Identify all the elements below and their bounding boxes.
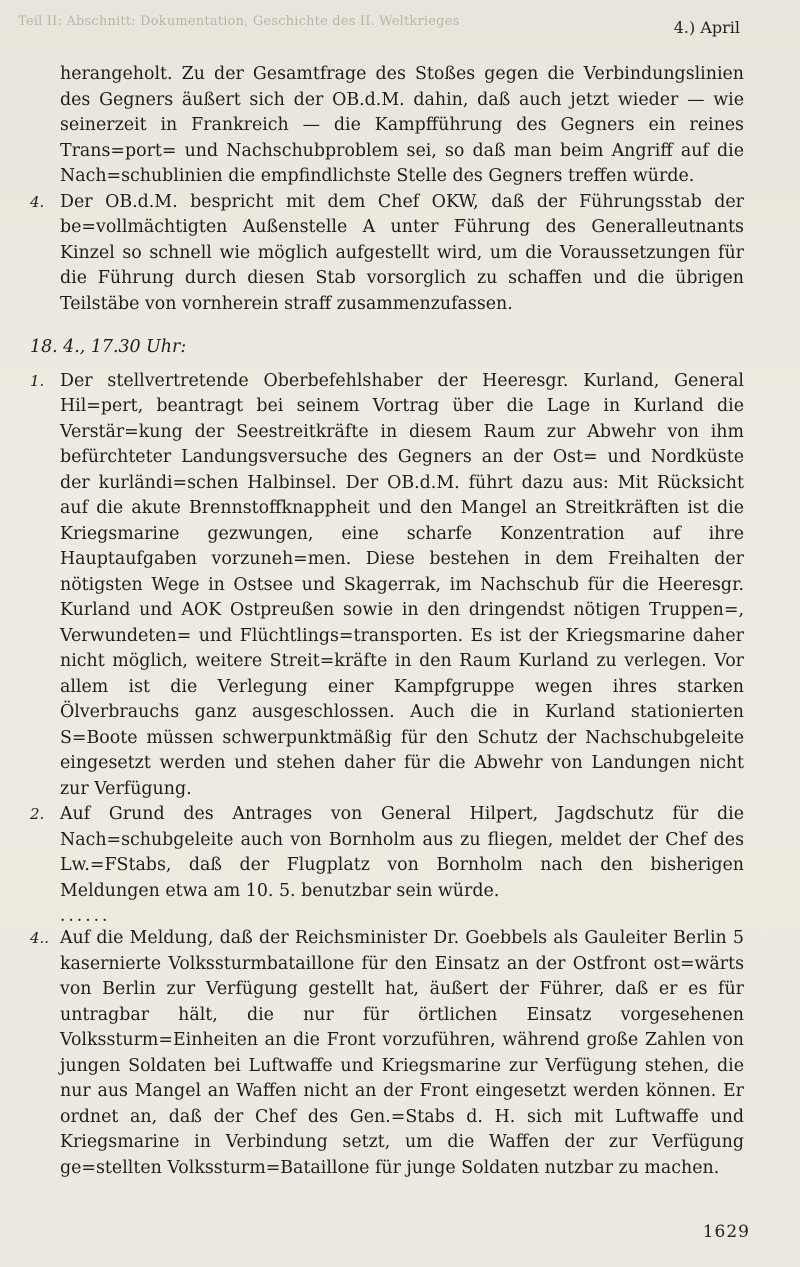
bleed-through-header: Teil II: Abschnitt: Dokumentation, Geschichte des II. Weltkrieges bbox=[18, 14, 460, 29]
paragraph-continuation bbox=[30, 62, 744, 190]
list-item-text: Auf die Meldung, daß der Reichsminister Dr. Goebbels als Gauleiter Berlin 5 kasernierte Volkssturmbataillone für den Einsatz an der Ostfront ost=wärts von Berlin zur Verfügung gestellt hat, äußert der Führer, daß er es für untragbar hält, die nur für örtlichen Einsatz vorgesehenen Volkssturm=Einheiten an die Front vorzuführen, während große Zahlen von jungen Soldaten bei Luftwaffe und Kriegsmarine zur Verfügung stehen, die nur aus Mangel an Waffen nicht an der Front eingesetzt werden können. Er ordnet an, daß der Chef des Gen.=Stabs d. H. sich mit Luftwaffe und Kriegsmarine in Verbindung setzt, um die Waffen der zur Verfügung ge=stellten Volkssturm=Bataillone für junge Soldaten nutzbar zu machen. bbox=[60, 928, 744, 1178]
list-item-2 bbox=[30, 802, 744, 904]
list-item-number: 1. bbox=[30, 371, 45, 390]
paragraph-text: Der OB.d.M. bespricht mit dem Chef OKW, daß der Führungsstab der be=vollmächtigten Außenstelle A unter Führung des Generalleutnants Kinzel so schnell wie möglich aufgestellt wird, um die Voraussetzungen für die Führung durch diesen Stab vorsorglich zu schaffen und die übrigen Teilstäbe von vornherein straff zusammenzufassen. bbox=[60, 191, 744, 314]
paragraph-number: 4. bbox=[30, 192, 45, 211]
list-item-text: Der stellvertretende Oberbefehlshaber der Heeresgr. Kurland, General Hil=pert, beantragt bei seinem Vortrag über die Lage in Kurland die Verstär=kung der Seestreitkräfte in diesem Raum zur Abwehr von ihm befürchteter Landungsversuche des Gegners an der Ost= und Nordküste der kurländi=schen Halbinsel. Der OB.d.M. führt dazu aus: Mit Rücksicht auf die akute Brennstoffknappheit und den Mangel an Streitkräften ist die Kriegsmarine gezwungen, eine scharfe Konzentration auf ihre Hauptaufgaben vorzuneh=men. Diese bestehen in dem Freihalten der nötigsten Wege in Ostsee und Skagerrak, im Nachschub für die Heeresgr. Kurland und AOK Ostpreußen sowie in den dringendst nötigen Truppen=, Verwundeten= und Flüchtlings=transporten. Es ist der Kriegsmarine daher nicht möglich, weitere Streit=kräfte in den Raum Kurland zu verlegen. Vor allem ist die Verlegung einer Kampfgruppe wegen ihres starken Ölverbrauchs ganz ausgeschlossen. Auch die in Kurland stationierten S=Boote müssen schwerpunktmäßig für den Schutz der Nachschubgeleite eingesetzt werden und stehen daher für die Abwehr von Landungen nicht zur Verfügung. bbox=[60, 370, 744, 799]
header-date: 4.) April bbox=[673, 18, 740, 37]
list-item-number: 4.. bbox=[30, 929, 50, 947]
list-item-text: Auf Grund des Antrages von General Hilpert, Jagdschutz für die Nach=schubgeleite auch von Bornholm aus zu fliegen, meldet der Chef des Lw.=FStabs, daß der Flugplatz von Bornholm nach den bisherigen Meldungen etwa am 10. 5. benutzbar sein würde. bbox=[60, 804, 744, 901]
omission-ellipsis: ...... bbox=[60, 906, 111, 926]
section-heading: 18. 4., 17.30 Uhr: bbox=[30, 337, 187, 357]
page-number: 1629 bbox=[702, 1222, 750, 1242]
list-item-number: 2. bbox=[30, 805, 45, 823]
list-item-4 bbox=[30, 926, 744, 1181]
paragraph-item-4 bbox=[30, 190, 744, 318]
running-header bbox=[0, 12, 800, 38]
paragraph-text: herangeholt. Zu der Gesamtfrage des Stoßes gegen die Verbindungslinien des Gegners äußert sich der OB.d.M. dahin, daß auch jetzt wieder — wie seinerzeit in Frankreich — die Kampfführung des Gegners ein reines Trans=port= und Nachschubproblem sei, so daß man beim Angriff auf die Nach=schublinien die empfindlichste Stelle des Gegners treffen würde. bbox=[60, 64, 744, 186]
page-body bbox=[30, 62, 744, 1181]
list-item-1 bbox=[30, 369, 744, 803]
